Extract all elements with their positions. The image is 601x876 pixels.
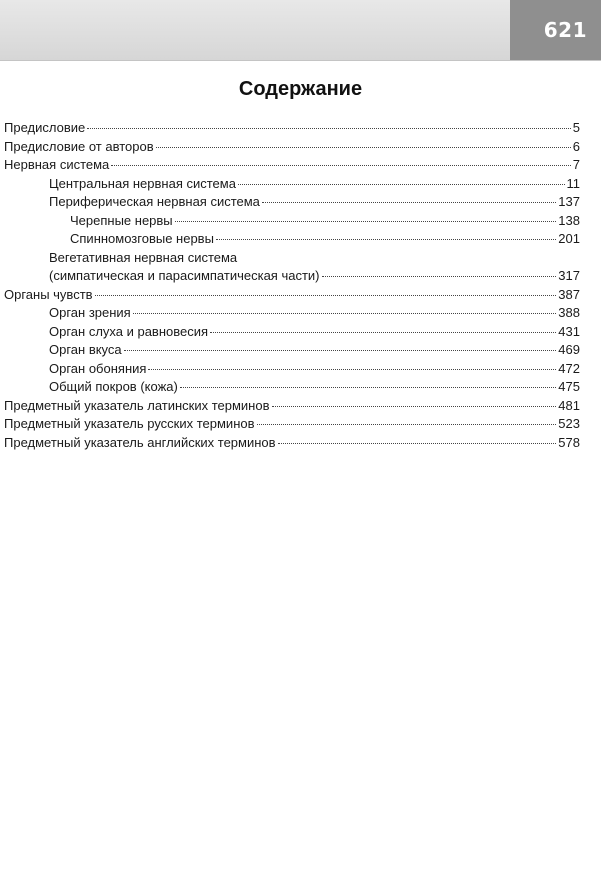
- toc-entry-page: 469: [558, 342, 580, 357]
- toc-entry[interactable]: [4, 286, 580, 305]
- toc-entry-title: Орган обоняния: [49, 360, 147, 376]
- toc-entry[interactable]: [4, 304, 580, 323]
- toc-entry-page: 7: [572, 157, 580, 172]
- toc-entry[interactable]: [4, 230, 580, 249]
- toc-entry-title: Предметный указатель русских терминов: [4, 416, 255, 431]
- toc-entry[interactable]: [4, 175, 580, 194]
- toc-entry-title: Нервная система: [4, 157, 110, 172]
- dot-leader: [175, 220, 557, 222]
- toc-entry[interactable]: [4, 249, 580, 286]
- toc-entry-page: 138: [558, 212, 580, 228]
- toc-entry-title: Черепные нервы: [70, 212, 173, 228]
- toc-entry-page: 578: [558, 434, 580, 450]
- toc-entry-page: 472: [558, 360, 580, 376]
- toc-entry-title: Общий покров (кожа): [49, 379, 178, 394]
- toc-entry-title: Периферическая нервная система: [49, 194, 260, 209]
- toc-entry-page: 137: [558, 194, 580, 209]
- toc-entry-title: Орган слуха и равновесия: [49, 323, 209, 339]
- dot-leader: [124, 349, 557, 351]
- page-number: 621: [543, 18, 587, 42]
- dot-leader: [87, 127, 571, 129]
- toc-entry-page: 475: [558, 379, 580, 394]
- toc-entry[interactable]: [4, 212, 580, 231]
- dot-leader: [156, 146, 571, 148]
- toc-entry[interactable]: [4, 360, 580, 379]
- toc-entry-title: Орган зрения: [49, 305, 131, 320]
- toc-entry-title: Центральная нервная система: [49, 175, 236, 191]
- toc-entry-page: 523: [558, 416, 580, 431]
- toc-entry-page: 481: [558, 397, 580, 413]
- toc-entry[interactable]: [4, 323, 580, 342]
- dot-leader: [216, 238, 556, 240]
- dot-leader: [133, 312, 557, 314]
- toc-entry-page: 388: [558, 305, 580, 320]
- dot-leader: [210, 331, 556, 333]
- toc-entry-page: 431: [558, 323, 580, 339]
- table-of-contents: [4, 119, 580, 452]
- page-number-tab: [510, 0, 601, 60]
- dot-leader: [272, 405, 557, 407]
- toc-entry[interactable]: [4, 434, 580, 453]
- toc-entry-title: Орган вкуса: [49, 342, 122, 357]
- toc-entry-page: 6: [572, 138, 580, 154]
- toc-entry[interactable]: [4, 415, 580, 434]
- toc-entry-title: Органы чувств: [4, 286, 93, 302]
- toc-entry[interactable]: [4, 341, 580, 360]
- toc-entry[interactable]: [4, 138, 580, 157]
- toc-entry-title: Предисловие: [4, 120, 86, 135]
- toc-entry-title: Спинномозговые нервы: [70, 231, 214, 246]
- toc-entry-page: 317: [558, 268, 580, 283]
- toc-entry-title: Вегетативная нервная система: [49, 249, 238, 265]
- toc-entry-page: 387: [558, 286, 580, 302]
- dot-leader: [278, 442, 557, 444]
- toc-entry-title: Предметный указатель английских терминов: [4, 434, 276, 450]
- toc-entry[interactable]: [4, 156, 580, 175]
- toc-entry[interactable]: [4, 119, 580, 138]
- toc-entry-page: 11: [566, 175, 580, 191]
- dot-leader: [322, 275, 557, 277]
- page-title: Содержание: [238, 78, 363, 100]
- toc-entry-title-continued: (симпатическая и парасимпатическая части): [49, 268, 320, 283]
- dot-leader: [257, 423, 557, 425]
- toc-entry-page: 5: [572, 120, 580, 135]
- toc-entry[interactable]: [4, 193, 580, 212]
- toc-entry-title: Предметный указатель латинских терминов: [4, 397, 270, 413]
- dot-leader: [111, 164, 570, 166]
- dot-leader: [180, 386, 556, 388]
- toc-entry-page: 201: [558, 231, 580, 246]
- dot-leader: [95, 294, 557, 296]
- dot-leader: [148, 368, 556, 370]
- toc-entry[interactable]: [4, 397, 580, 416]
- toc-entry-title: Предисловие от авторов: [4, 138, 154, 154]
- dot-leader: [238, 183, 565, 185]
- toc-entry[interactable]: [4, 378, 580, 397]
- dot-leader: [262, 201, 556, 203]
